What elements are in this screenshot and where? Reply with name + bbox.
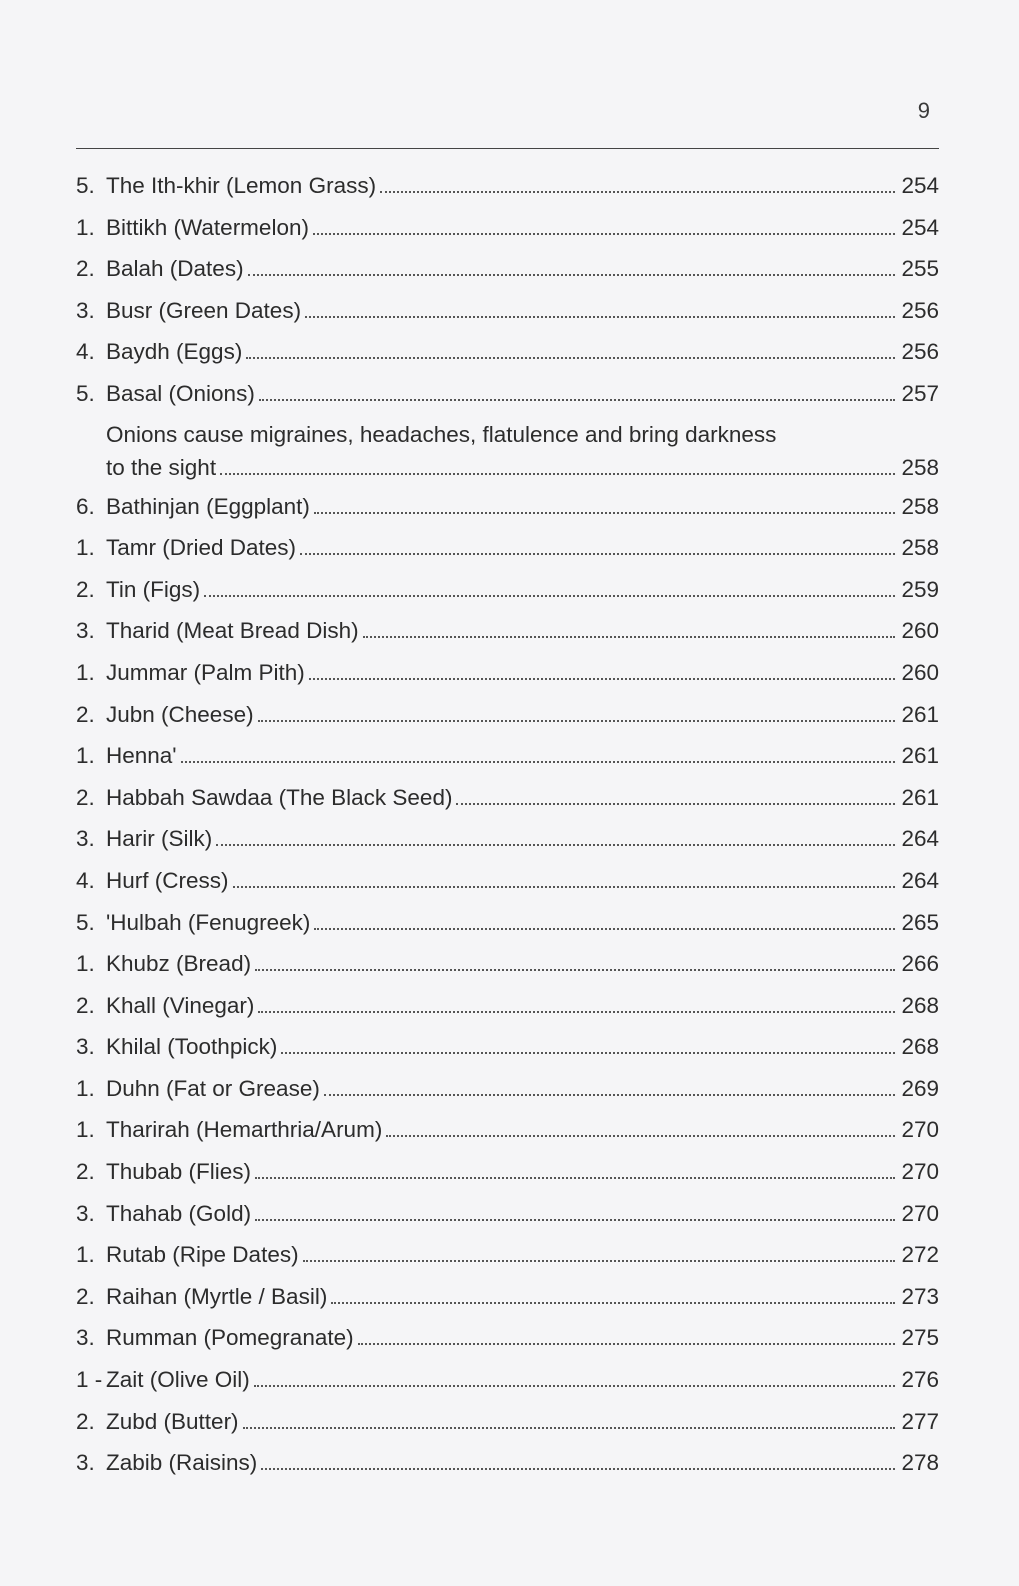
toc-entry-page: 277 [901, 1408, 939, 1434]
toc-entry [76, 1193, 939, 1235]
toc-entry-number: 3. [76, 297, 95, 323]
toc-entry-title: Zabib (Raisins) [106, 1450, 258, 1476]
toc-entry-page: 265 [901, 909, 939, 935]
toc-entry-page: 264 [901, 826, 939, 852]
dot-leader [363, 614, 896, 638]
dot-leader [358, 1321, 896, 1345]
toc-entry [76, 652, 939, 694]
toc-entry-number: 2. [76, 256, 95, 282]
toc-entry-number: 3. [76, 1325, 95, 1351]
toc-entry [76, 1151, 939, 1193]
dot-leader [216, 822, 895, 846]
toc-entry-page: 261 [901, 784, 939, 810]
toc-entry [76, 610, 939, 652]
toc-entry-title: Busr (Green Dates) [106, 297, 302, 323]
toc-entry-number: 1. [76, 659, 95, 685]
dot-leader [255, 1155, 895, 1179]
toc-entry-title: Tamr (Dried Dates) [106, 535, 297, 561]
toc-entry-number: 3. [76, 1200, 95, 1226]
toc-entry-title: Basal (Onions) [106, 380, 255, 406]
dot-leader [331, 1280, 895, 1304]
dot-leader [324, 1072, 896, 1096]
dot-leader [181, 739, 896, 763]
toc-entry-title: Bathinjan (Eggplant) [106, 493, 310, 519]
toc-entry-title: Baydh (Eggs) [106, 339, 243, 365]
toc-entry-page: 258 [901, 535, 939, 561]
dot-leader [255, 947, 895, 971]
toc-entry [76, 1276, 939, 1318]
toc-entry-page: 254 [901, 173, 939, 198]
dot-leader [303, 1238, 896, 1262]
dot-leader [254, 1363, 896, 1387]
dot-leader [243, 1405, 896, 1429]
dot-leader [313, 211, 895, 235]
toc-entry-number: 3. [76, 618, 95, 644]
toc-entry-title: Zubd (Butter) [106, 1408, 239, 1434]
toc-entry-number: 4. [76, 867, 95, 893]
toc-entry-page: 268 [901, 992, 939, 1018]
toc-entry-title: Tharirah (Hemarthria/Arum) [106, 1117, 383, 1143]
toc-entry-title: Rutab (Ripe Dates) [106, 1242, 299, 1268]
toc-entry-number: 2. [76, 784, 95, 810]
toc-entry [76, 1359, 939, 1401]
toc-entry-page: 264 [901, 867, 939, 893]
toc-entry-page: 256 [901, 339, 939, 365]
dot-leader [380, 169, 895, 193]
toc-entry-page: 257 [901, 380, 939, 406]
toc-entry-title: Khilal (Toothpick) [106, 1034, 278, 1060]
toc-entry-number: 2. [76, 576, 95, 602]
toc-entry-number: 1. [76, 214, 95, 240]
toc-entry-title: Balah (Dates) [106, 256, 244, 282]
toc-entry-title: Tharid (Meat Bread Dish) [106, 618, 359, 644]
toc-entry-title: Khall (Vinegar) [106, 992, 255, 1018]
toc-entry [76, 165, 939, 207]
toc-entry [76, 415, 939, 486]
dot-leader [248, 252, 896, 276]
toc-entry-page: 258 [901, 493, 939, 519]
toc-entry-number: 5. [76, 173, 95, 198]
toc-entry-page: 276 [901, 1367, 939, 1393]
toc-entry-number: 1 - [76, 1367, 103, 1393]
toc-entry-number: 2. [76, 1159, 95, 1185]
dot-leader [309, 656, 896, 680]
toc-entry-title: Raihan (Myrtle / Basil) [106, 1283, 328, 1309]
dot-leader [386, 1113, 895, 1137]
toc-entry-page: 269 [901, 1075, 939, 1101]
toc-entry-page: 254 [901, 214, 939, 240]
toc-entry-page: 258 [901, 454, 939, 480]
dot-leader [305, 294, 895, 318]
toc-entry-number: 2. [76, 992, 95, 1018]
toc-entry-page: 261 [901, 743, 939, 769]
toc-entry-page: 275 [901, 1325, 939, 1351]
toc-entry-page: 260 [901, 659, 939, 685]
toc-entry [76, 373, 939, 415]
toc-entry [76, 694, 939, 736]
toc-entry-number: 2. [76, 701, 95, 727]
toc-entry-title: Henna' [106, 743, 177, 769]
toc-entry [76, 1109, 939, 1151]
toc-entry-number: 1. [76, 535, 95, 561]
toc-entry-title: Zait (Olive Oil) [106, 1367, 250, 1393]
toc-entry-page: 272 [901, 1242, 939, 1268]
dot-leader [281, 1030, 895, 1054]
toc-entry-title: Hurf (Cress) [106, 867, 229, 893]
dot-leader [255, 1197, 895, 1221]
toc-entry [76, 860, 939, 902]
toc-entry-title: Duhn (Fat or Grease) [106, 1075, 320, 1101]
toc-entry-page: 270 [901, 1159, 939, 1185]
toc-entry-number: 4. [76, 339, 95, 365]
toc-entry-number: 2. [76, 1408, 95, 1434]
toc-entry-number: 5. [76, 909, 95, 935]
toc-entry [76, 248, 939, 290]
toc-entry [76, 1401, 939, 1443]
toc-entry-title: The Ith-khir (Lemon Grass) [106, 173, 377, 198]
toc-entry [76, 1068, 939, 1110]
toc-entry [76, 1026, 939, 1068]
toc-entry-page: 270 [901, 1200, 939, 1226]
toc-entry-number: 3. [76, 826, 95, 852]
toc-entry-title: Jubn (Cheese) [106, 701, 254, 727]
toc-entry-title: Thubab (Flies) [106, 1159, 252, 1185]
toc-entry-page: 259 [901, 576, 939, 602]
dot-leader [204, 573, 895, 597]
toc-entry-number: 2. [76, 1283, 95, 1309]
toc-entry [76, 527, 939, 569]
toc-entry [76, 1442, 939, 1484]
toc-entry [76, 735, 939, 777]
toc-entry-page: 278 [901, 1450, 939, 1476]
toc-entry-number: 3. [76, 1034, 95, 1060]
toc-entry-page: 260 [901, 618, 939, 644]
toc-entry-title: 'Hulbah (Fenugreek) [106, 909, 311, 935]
toc-entry-page: 261 [901, 701, 939, 727]
toc-entry [76, 777, 939, 819]
toc-entry-title: Tin (Figs) [106, 576, 201, 602]
toc-entry [76, 569, 939, 611]
dot-leader [261, 1446, 895, 1470]
toc-entry-page: 268 [901, 1034, 939, 1060]
toc-entry-line2 [76, 451, 939, 484]
toc-entry-number: 6. [76, 493, 95, 519]
header-rule [76, 148, 939, 149]
dot-leader [258, 989, 895, 1013]
toc-entry [76, 943, 939, 985]
toc-entry-page: 266 [901, 951, 939, 977]
table-of-contents [76, 165, 939, 1484]
toc-entry [76, 1234, 939, 1276]
toc-entry-title: Thahab (Gold) [106, 1200, 252, 1226]
dot-leader [220, 451, 895, 475]
toc-entry [76, 985, 939, 1027]
dot-leader [233, 864, 896, 888]
toc-entry-title: Harir (Silk) [106, 826, 213, 852]
page-number: 9 [917, 98, 930, 123]
toc-entry-title: Khubz (Bread) [106, 951, 252, 977]
toc-entry-page: 256 [901, 297, 939, 323]
toc-entry-title: Rumman (Pomegranate) [106, 1325, 354, 1351]
toc-entry [76, 818, 939, 860]
dot-leader [259, 377, 896, 401]
toc-entry-title: Jummar (Palm Pith) [106, 659, 305, 685]
toc-entry [76, 902, 939, 944]
dot-leader [258, 698, 896, 722]
toc-entry-page: 273 [901, 1283, 939, 1309]
toc-entry-number: 1. [76, 1242, 95, 1268]
toc-entry [76, 207, 939, 249]
toc-entry [76, 290, 939, 332]
toc-entry-title: Bittikh (Watermelon) [106, 214, 309, 240]
toc-entry-title-line1: Onions cause migraines, headaches, flatulence and bring darkness [106, 421, 777, 447]
toc-entry-number: 5. [76, 380, 95, 406]
dot-leader [300, 531, 895, 555]
toc-entry-page: 270 [901, 1117, 939, 1143]
toc-entry-number: 1. [76, 951, 95, 977]
toc-entry-number: 3. [76, 1450, 95, 1476]
toc-entry-page: 255 [901, 256, 939, 282]
toc-entry-title-line2: to the sight [106, 454, 217, 480]
toc-entry [76, 486, 939, 528]
dot-leader [456, 781, 895, 805]
dot-leader [314, 906, 895, 930]
dot-leader [246, 335, 895, 359]
toc-entry-title: Habbah Sawdaa (The Black Seed) [106, 784, 453, 810]
toc-entry [76, 331, 939, 373]
dot-leader [314, 490, 896, 514]
toc-entry [76, 1317, 939, 1359]
toc-entry-number: 1. [76, 1075, 95, 1101]
toc-entry-number: 1. [76, 1117, 95, 1143]
toc-entry-number: 1. [76, 743, 95, 769]
